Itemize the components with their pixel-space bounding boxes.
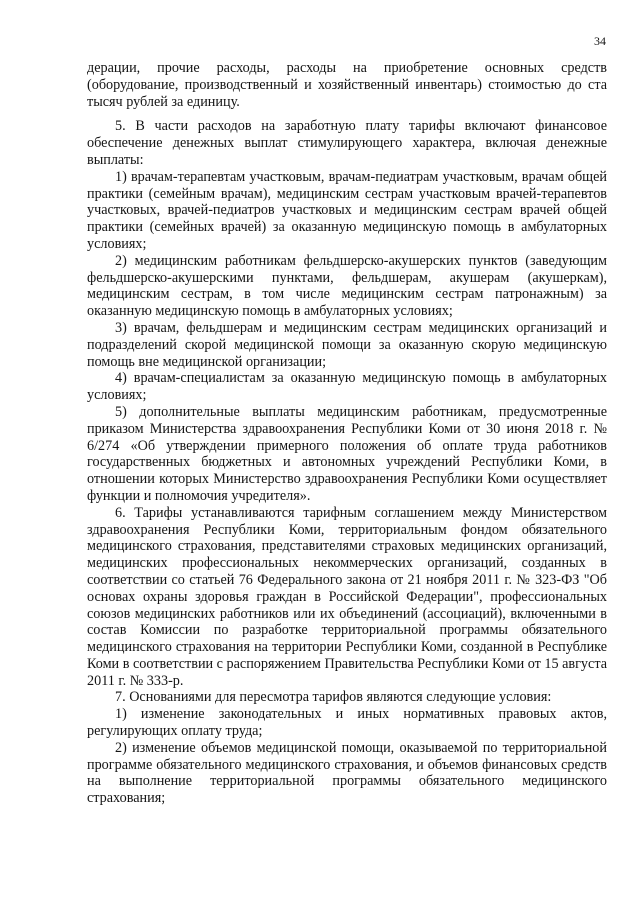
list-item-7-2: 2) изменение объемов медицинской помощи, оказываемой по территориальной программе обязательного медицинского страхования, и объемов финансовых средств на выполнение территориальной программы обязательного медицинского страхования;	[87, 739, 607, 807]
list-item-5-2: 2) медицинским работникам фельдшерско-акушерских пунктов (заведующим фельдшерско-акушерскими пунктами, фельдшерам, акушерам (акушеркам), медицинским сестрам, в том числе медицинским сестрам патронажным) за оказанную медицинскую помощь в амбулаторных условиях;	[87, 252, 607, 320]
list-item-5-5: 5) дополнительные выплаты медицинским работникам, предусмотренные приказом Министерства здравоохранения Республики Коми от 30 июня 2018 г. № 6/274 «Об утверждении примерного положения об оплате труда работников государственных бюджетных и автономных учреждений Республики Коми, в отношении которых Министерство здравоохранения Республики Коми осуществляет функции и полномочия учредителя».	[87, 403, 607, 504]
document-body	[87, 60, 607, 807]
paragraph-6: 6. Тарифы устанавливаются тарифным соглашением между Министерством здравоохранения Республики Коми, территориальным фондом обязательного медицинского страхования, представителями страховых медицинских организаций, медицинских профессиональных некоммерческих организаций, созданных в соответствии со статьей 76 Федерального закона от 21 ноября 2011 г. № 323-ФЗ "Об основах охраны здоровья граждан в Российской Федерации", профессиональных союзов медицинских работников или их объединений (ассоциаций), включенными в состав Комиссии по разработке территориальной программы обязательного медицинского страхования на территории Республики Коми, созданной в Республике Коми в соответствии с распоряжением Правительства Республики Коми от 15 августа 2011 г. № 333-р.	[87, 504, 607, 689]
paragraph-continuation: дерации, прочие расходы, расходы на приобретение основных средств (оборудование, производственный и хозяйственный инвентарь) стоимостью до ста тысяч рублей за единицу.	[87, 60, 607, 110]
paragraph-5: 5. В части расходов на заработную плату тарифы включают финансовое обеспечение денежных выплат стимулирующего характера, включая денежные выплаты:	[87, 118, 607, 168]
list-item-5-1: 1) врачам-терапевтам участковым, врачам-педиатрам участковым, врачам общей практики (семейным врачам), медицинским сестрам участковым врачей-терапевтов участковых, врачей-педиатров участковых и медицинским сестрам врачей общей практики (семейных врачей) за оказанную медицинскую помощь в амбулаторных условиях;	[87, 168, 607, 252]
paragraph-7: 7. Основаниями для пересмотра тарифов являются следующие условия:	[115, 689, 552, 706]
page-number: 34	[594, 34, 606, 48]
list-item-5-4: 4) врачам-специалистам за оказанную медицинскую помощь в амбулаторных условиях;	[87, 370, 607, 404]
list-item-5-3: 3) врачам, фельдшерам и медицинским сестрам медицинских организаций и подразделений скорой медицинской помощи за оказанную скорую медицинскую помощь вне медицинской организации;	[87, 319, 607, 370]
list-item-7-1: 1) изменение законодательных и иных нормативных правовых актов, регулирующих оплату труда;	[87, 706, 607, 740]
